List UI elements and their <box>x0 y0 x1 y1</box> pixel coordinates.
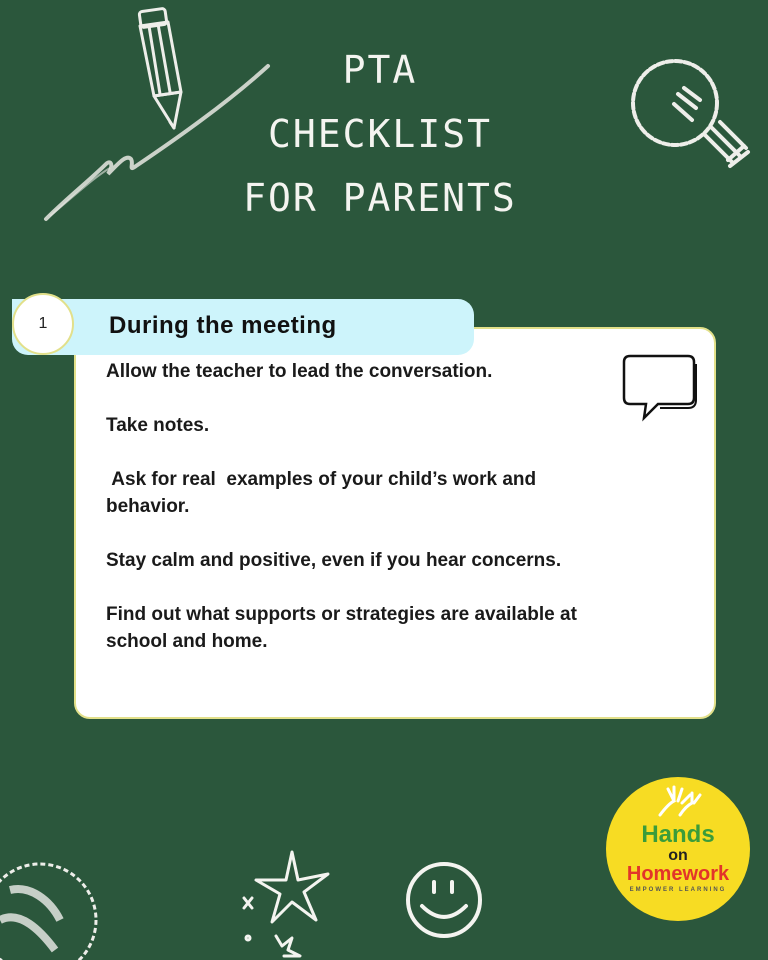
title-line-3: FOR PARENTS <box>243 176 517 220</box>
checklist-item: Find out what supports or strategies are available at school and home. <box>106 604 583 652</box>
hand-icon <box>652 785 704 821</box>
checklist-item: Ask for real examples of your child’s work and behavior. <box>106 469 542 517</box>
section-number-badge: 1 <box>12 293 74 355</box>
logo-line-1: Hands <box>641 821 715 848</box>
checklist-items <box>106 358 586 682</box>
hands-on-homework-logo <box>606 777 750 921</box>
checklist-item: Allow the teacher to lead the conversation. <box>106 361 493 382</box>
logo-line-2: on <box>668 847 688 864</box>
title-line-2: CHECKLIST <box>268 112 492 156</box>
lightbulb-icon <box>620 48 760 183</box>
checklist-item: Stay calm and positive, even if you hear concerns. <box>106 550 562 571</box>
logo-tagline: EMPOWER LEARNING <box>629 887 727 893</box>
speech-bubble-icon <box>616 350 700 426</box>
smiley-icon <box>400 856 490 946</box>
section-heading: During the meeting <box>109 312 337 339</box>
logo-line-3: Homework <box>626 863 730 885</box>
globe-icon <box>0 850 110 960</box>
checklist-item: Take notes. <box>106 415 210 436</box>
page-title <box>180 38 580 230</box>
title-line-1: PTA <box>342 48 418 92</box>
star-icon <box>232 846 342 960</box>
